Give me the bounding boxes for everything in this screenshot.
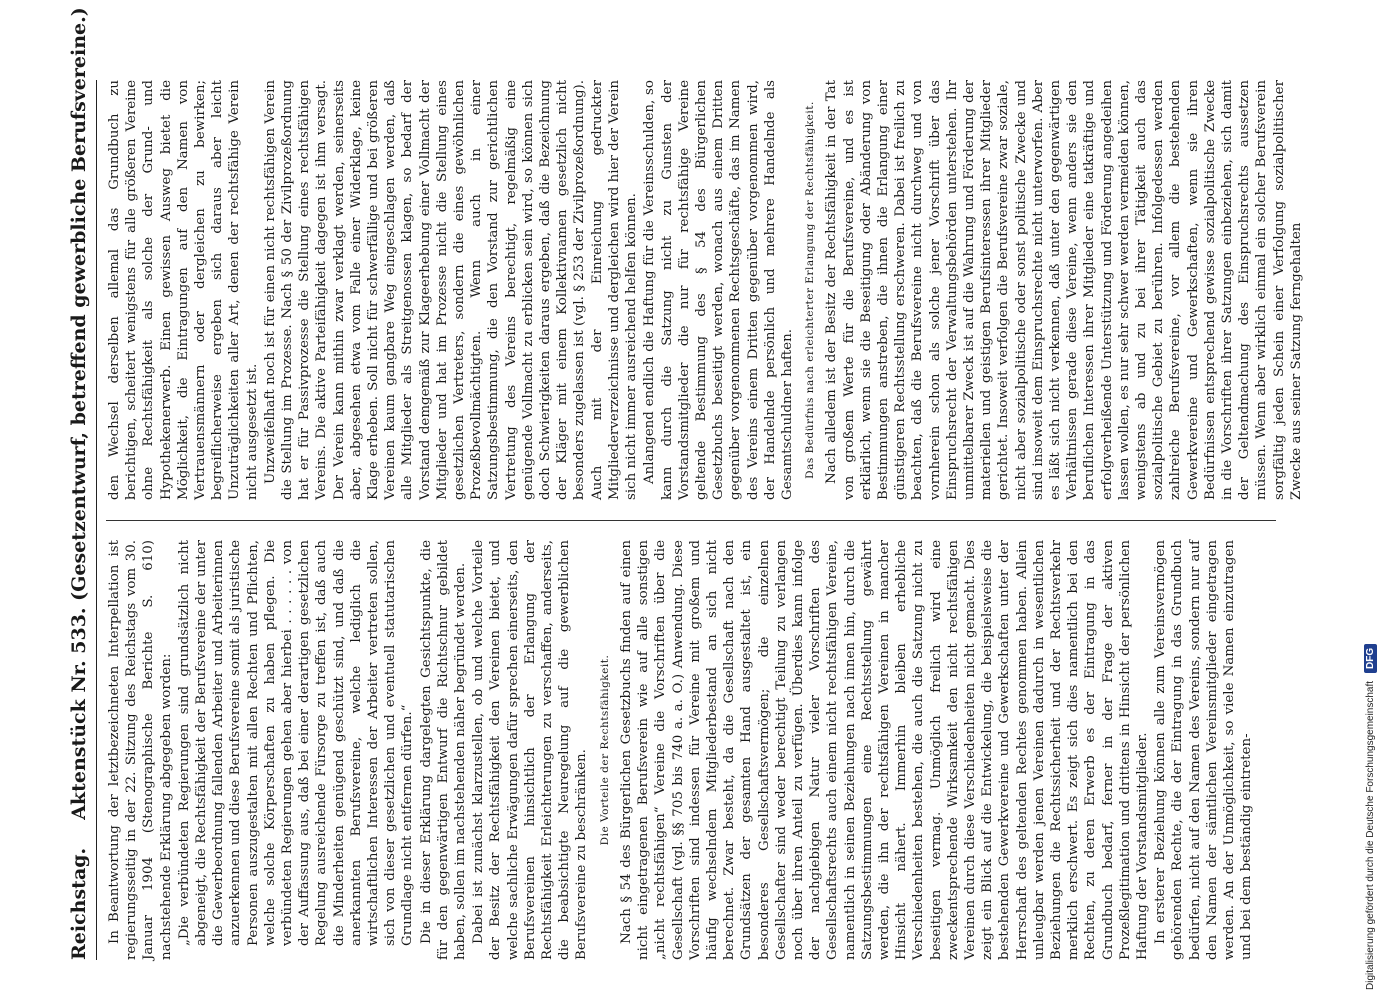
column-divider (106, 520, 1276, 521)
paragraph: den Wechsel derselben allemal das Grundbuch zu berichtigen, scheitert wenigstens für alle größeren Vereine ohne Rechtsfähigkeit als solche der Grund- und Hypothekenerwerb. Einen gewissen Ausweg bietet die Möglichkeit, die Eintragungen auf den Namen von Vertrauensmännern oder dergleichen zu bewirken; begreiflicherweise ergeben sich daraus aber leicht Unzuträglichkeiten aller Art, denen der rechtsfähige Verein nicht ausgesetzt ist. (107, 80, 260, 500)
paragraph: Anlangend endlich die Haftung für die Vereinsschulden, so kann durch die Satzung nicht zu Gunsten der Vorstandsmitglieder die nur für rechtsfähige Vereine geltende Bestimmung des § 54 des Bürgerlichen Gesetzbuchs beseitigt werden, wonach aus einem Dritten gegenüber vorgenommenen Rechtsgeschäfte, das im Namen des Vereins einem Dritten gegenüber vorgenommen wird, der Handelnde persönlich und mehrere Handelnde als Gesamtschuldner haften. (642, 80, 795, 500)
paragraph: Nach alledem ist der Besitz der Rechtsfähigkeit in der Tat von großem Werte für die Berufsvereine, und es ist erklärlich, wenn sie die Beseitigung oder Abänderung von Bestimmungen anstreben, die ihnen die Erlangung einer günstigeren Rechtsstellung erschweren. Dabei ist freilich zu beachten, daß die Berufsvereine nicht durchweg und von vornherein schon als solche jener Vorschrift über das Einspruchsrecht der Verwaltungsbehörden unterstehen. Ihr unmittelbarer Zweck ist auf die Wahrung und Förderung der materiellen und geistigen Berufsinteressen ihrer Mitglieder gerichtet. Insoweit verfolgen die Berufsvereine zwar soziale, nicht aber sozialpolitische oder sonst politische Zwecke und sind insoweit dem Einspruchsrechte nicht unterworfen. Aber es läßt sich nicht verkennen, daß unter den gegenwärtigen Verhältnissen gerade diese Vereine, wenn anders sie den beruflichen Interessen ihrer Mitglieder eine tatkräftige und erfolgverheißende Unterstützung und Förderung angedeihen lassen wollen, es nur sehr schwer werden vermeiden können, wenigstens ab und zu bei ihrer Tätigkeit auch das sozialpolitische Gebiet zu berühren. Infolgedessen werden zahlreiche Berufsvereine, vor allem die bestehenden Gewerkvereine und Gewerkschaften, wenn sie ihren Bedürfnissen entsprechend gewisse sozialpolitische Zwecke in die Vorschriften ihrer Satzungen einbeziehen, sich damit der Geltendmachung des Einspruchsrechts aussetzen müssen. Wenn aber wirklich einmal ein solcher Berufsverein sorgfältig jeden Schein einer Verfolgung sozialpolitischer Zwecke aus seiner Satzung ferngehalten (824, 80, 1304, 500)
header-title: Aktenstück Nr. 533. (Gesetzentwurf, betreffend gewerbliche Berufsvereine.) (68, 7, 90, 820)
paragraph: Dabei ist zunächst klarzustellen, ob und welche Vorteile der Besitz der Rechtsfähigkeit den Vereinen bietet, und welche sachliche Erwägungen dafür sprechen einerseits, den Berufsvereinen hinsichtlich der Erlangung der Rechtsfähigkeit Erleichterungen zu verschaffen, anderseits, die beabsichtigte Neuregelung auf die gewerblichen Berufsvereine zu beschränken. (471, 540, 590, 960)
digitization-text: Digitalisierung gefördert durch die Deutsche Forschungsgemeinschaft (1364, 680, 1376, 990)
dfg-logo: DFG (1364, 644, 1377, 673)
paragraph: Die in dieser Erklärung dargelegten Gesichtspunkte, die für den gegenwärtigen Entwurf die Richtschnur gebildet haben, sollen im nachstehenden näher begründet werden. (418, 540, 469, 960)
paragraph: Nach § 54 des Bürgerlichen Gesetzbuchs finden auf einen nicht eingetragenen Berufsverein wie auf alle sonstigen „nicht rechtsfähigen“ Vereine die Vorschriften über die Gesellschaft (vgl. §§ 705 bis 740 a. a. O.) Anwendung. Diese Vorschriften sind indessen für Vereine mit großem und häufig wechselndem Mitgliederbestand an sich nicht berechnet. Zwar besteht, da die Gesellschaft nach den Grundsätzen der gesamten Hand ausgestaltet ist, ein besonderes Gesellschaftsvermögen; die einzelnen Gesellschafter sind weder berechtigt Teilung zu verlangen noch über ihren Anteil zu verfügen. Überdies kann infolge der nachgiebigen Natur vieler Vorschriften des Gesellschaftsrechts auch einem nicht rechtsfähigen Vereine, namentlich in seinen Beziehungen nach innen hin, durch die Satzungsbestimmungen eine Rechtsstellung gewährt werden, die ihn der rechtsfähigen Vereinen in mancher Hinsicht nähert. Immerhin bleiben erhebliche Verschiedenheiten bestehen, die auch die Satzung nicht zu beseitigen vermag. Unmöglich freilich wird eine zweckentsprechende Wirksamkeit den nicht rechtsfähigen Vereinen durch diese Verschiedenheiten nicht gemacht. Dies zeigt ein Blick auf die Entwickelung, die beispielsweise die bestehenden Gewerkvereine und Gewerkschaften unter der Herrschaft des geltenden Rechtes genommen haben. Allein unleugbar werden jenen Vereinen dadurch in wesentlichen Beziehungen die Rechtssicherheit und der Rechtsverkehr merklich erschwert. Es zeigt sich dies namentlich bei den Rechten, zu deren Erwerb es der Eintragung in das Grundbuch bedarf, ferner in der Frage der aktiven Prozeßlegitimation und drittens in Hinsicht der persönlichen Haftung der Vorstandsmitglieder. (618, 540, 1150, 960)
column-right (106, 80, 1304, 500)
section-subheading: Das Bedürfnis nach erleichterter Erlangung der Rechtsfähigkeit. (804, 101, 817, 479)
header-left: Reichstag. (68, 847, 90, 960)
quoted-statement: „Die verbündeten Regierungen sind grundsätzlich nicht abgeneigt, die Rechtsfähigkeit der Berufsvereine der unter die Gewerbeordnung fallenden Arbeiter und Arbeiterinnen anzuerkennen und diese Berufsvereine somit als juristische Personen auszugestalten mit allen Rechten und Pflichten, welche solche Körperschaften zu haben pflegen. Die verbündeten Regierungen gehen aber hierbei . . . . . . von der Auffassung aus, daß bei einer derartigen gesetzlichen Regelung ausreichende Fürsorge zu treffen ist, daß auch die Minderheiten genügend geschützt sind, und daß die anerkannten Berufsvereine, welche lediglich die wirtschaftlichen Interessen der Arbeiter vertreten sollen, sich von dieser gesetzlichen und eventuell statutarischen Grundlage nicht entfernen dürfen.“ (176, 540, 416, 946)
text-columns (106, 80, 1304, 960)
digitization-note (1360, 10, 1380, 990)
paragraph: In Beantwortung der letztbezeichneten Interpellation ist regierungsseitig in der 22. Sitzung des Reichstags vom 30. Januar 1904 (Stenographische Berichte S. 610) nachstehende Erklärung abgegeben worden: (107, 540, 174, 960)
paragraph: In ersterer Beziehung können alle zum Vereinsvermögen gehörenden Rechte, die der Eintragung in das Grundbuch bedürfen, nicht auf den Namen des Vereins, sondern nur auf den Namen der sämtlichen Vereinsmitglieder eingetragen werden. An der Unmöglichkeit, so viele Namen einzutragen und bei dem beständig eintreten- (1153, 540, 1255, 960)
paragraph: Unzweifelhaft noch ist für einen nicht rechtsfähigen Verein die Stellung im Prozesse. Nach § 50 der Zivilprozeßordnung hat er für Passivprozesse die Stellung eines rechtsfähigen Vereins. Die aktive Parteifähigkeit dagegen ist ihm versagt. Der Verein kann mithin zwar verklagt werden, seinerseits aber, abgesehen etwa vom Falle einer Widerklage, keine Klage erheben. Soll nicht für schwerfällige und bei größeren Vereinen kaum gangbare Weg eingeschlagen werden, daß alle Mitglieder als Streitgenossen klagen, so bedarf der Vorstand demgemäß zur Klageerhebung einer Vollmacht der Mitglieder und hat im Prozesse nicht die Stellung eines gesetzlichen Vertreters, sondern die eines gewöhnlichen Prozeßbevollmächtigten. Wenn auch in einer Satzungsbestimmung, die den Vorstand zur gerichtlichen Vertretung des Vereins berechtigt, regelmäßig eine genügende Vollmacht zu erblicken sein wird, so können sich doch Schwierigkeiten daraus ergeben, daß die Bezeichnung der Kläger mit einem Kollektivnamen gesetzlich nicht besonders zugelassen ist (vgl. § 253 der Zivilprozeßordnung). Auch mit der Einreichung gedruckter Mitgliederverzeichnisse und dergleichen wird hier der Verein sich nicht immer ausreichend helfen können. (262, 80, 640, 500)
column-left (106, 540, 1276, 960)
section-subheading: Die Vorteile der Rechtsfähigkeit. (598, 654, 611, 846)
rotated-page-content (62, 7, 1304, 960)
page-header (62, 7, 97, 960)
